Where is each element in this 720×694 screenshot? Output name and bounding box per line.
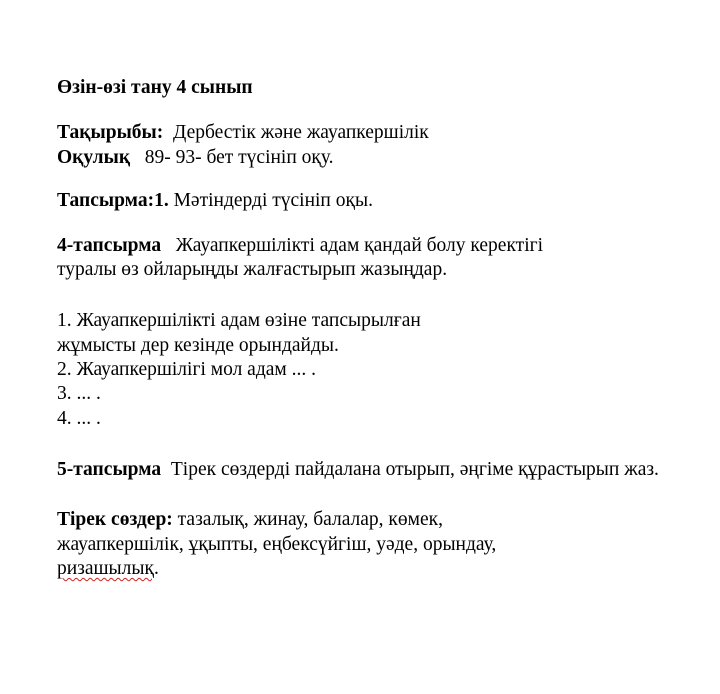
keywords-end-period: . [153, 558, 159, 579]
textbook-value: 89- 93- бет түсініп оқу. [144, 147, 334, 168]
list-item: жұмысты дер кезінде орындайды. [57, 335, 339, 356]
keywords-line-3 [57, 557, 159, 581]
task5-label: 5-тапсырма [57, 459, 162, 480]
task5-line [57, 458, 659, 482]
list-item: 4. ... . [57, 408, 101, 429]
topic-label: Тақырыбы: [57, 122, 164, 143]
keywords-line-1 [57, 508, 443, 532]
task4-label: 4-тапсырма [57, 235, 162, 256]
keywords-line-2: жауапкершілік, ұқыпты, еңбексүйгіш, уәде, орындау, [57, 534, 497, 555]
keywords-label: Тірек сөздер: [57, 509, 173, 530]
task4-text-1: Жауапкершілікті адам қандай болу керектігі [175, 235, 544, 256]
list-item: 2. Жауапкершілігі мол адам ... . [57, 359, 317, 380]
misspelled-word: ризашылық [57, 558, 154, 579]
list-item: 3. ... . [57, 383, 101, 404]
textbook-line [57, 146, 334, 170]
keywords-text-1: тазалық, жинау, балалар, көмек, [177, 509, 443, 530]
list-item: 1. Жауапкершілікті адам өзіне тапсырылған [57, 310, 421, 331]
textbook-label: Оқулық [57, 147, 131, 168]
task4-line-2: туралы өз ойларыңды жалғастырып жазыңдар. [57, 259, 448, 280]
task1-label: Тапсырма:1. [57, 190, 169, 211]
topic-line [57, 121, 429, 145]
task5-value: Тірек сөздерді пайдалана отырып, әңгіме құрастырып жаз. [170, 459, 659, 480]
task1-line [57, 189, 373, 213]
document-title: Өзін-өзі тану 4 сынып [57, 77, 253, 98]
task1-value: Мәтіндерді түсініп оқы. [173, 190, 373, 211]
task4-line-1 [57, 234, 543, 258]
topic-value: Дербестік және жауапкершілік [173, 122, 429, 143]
